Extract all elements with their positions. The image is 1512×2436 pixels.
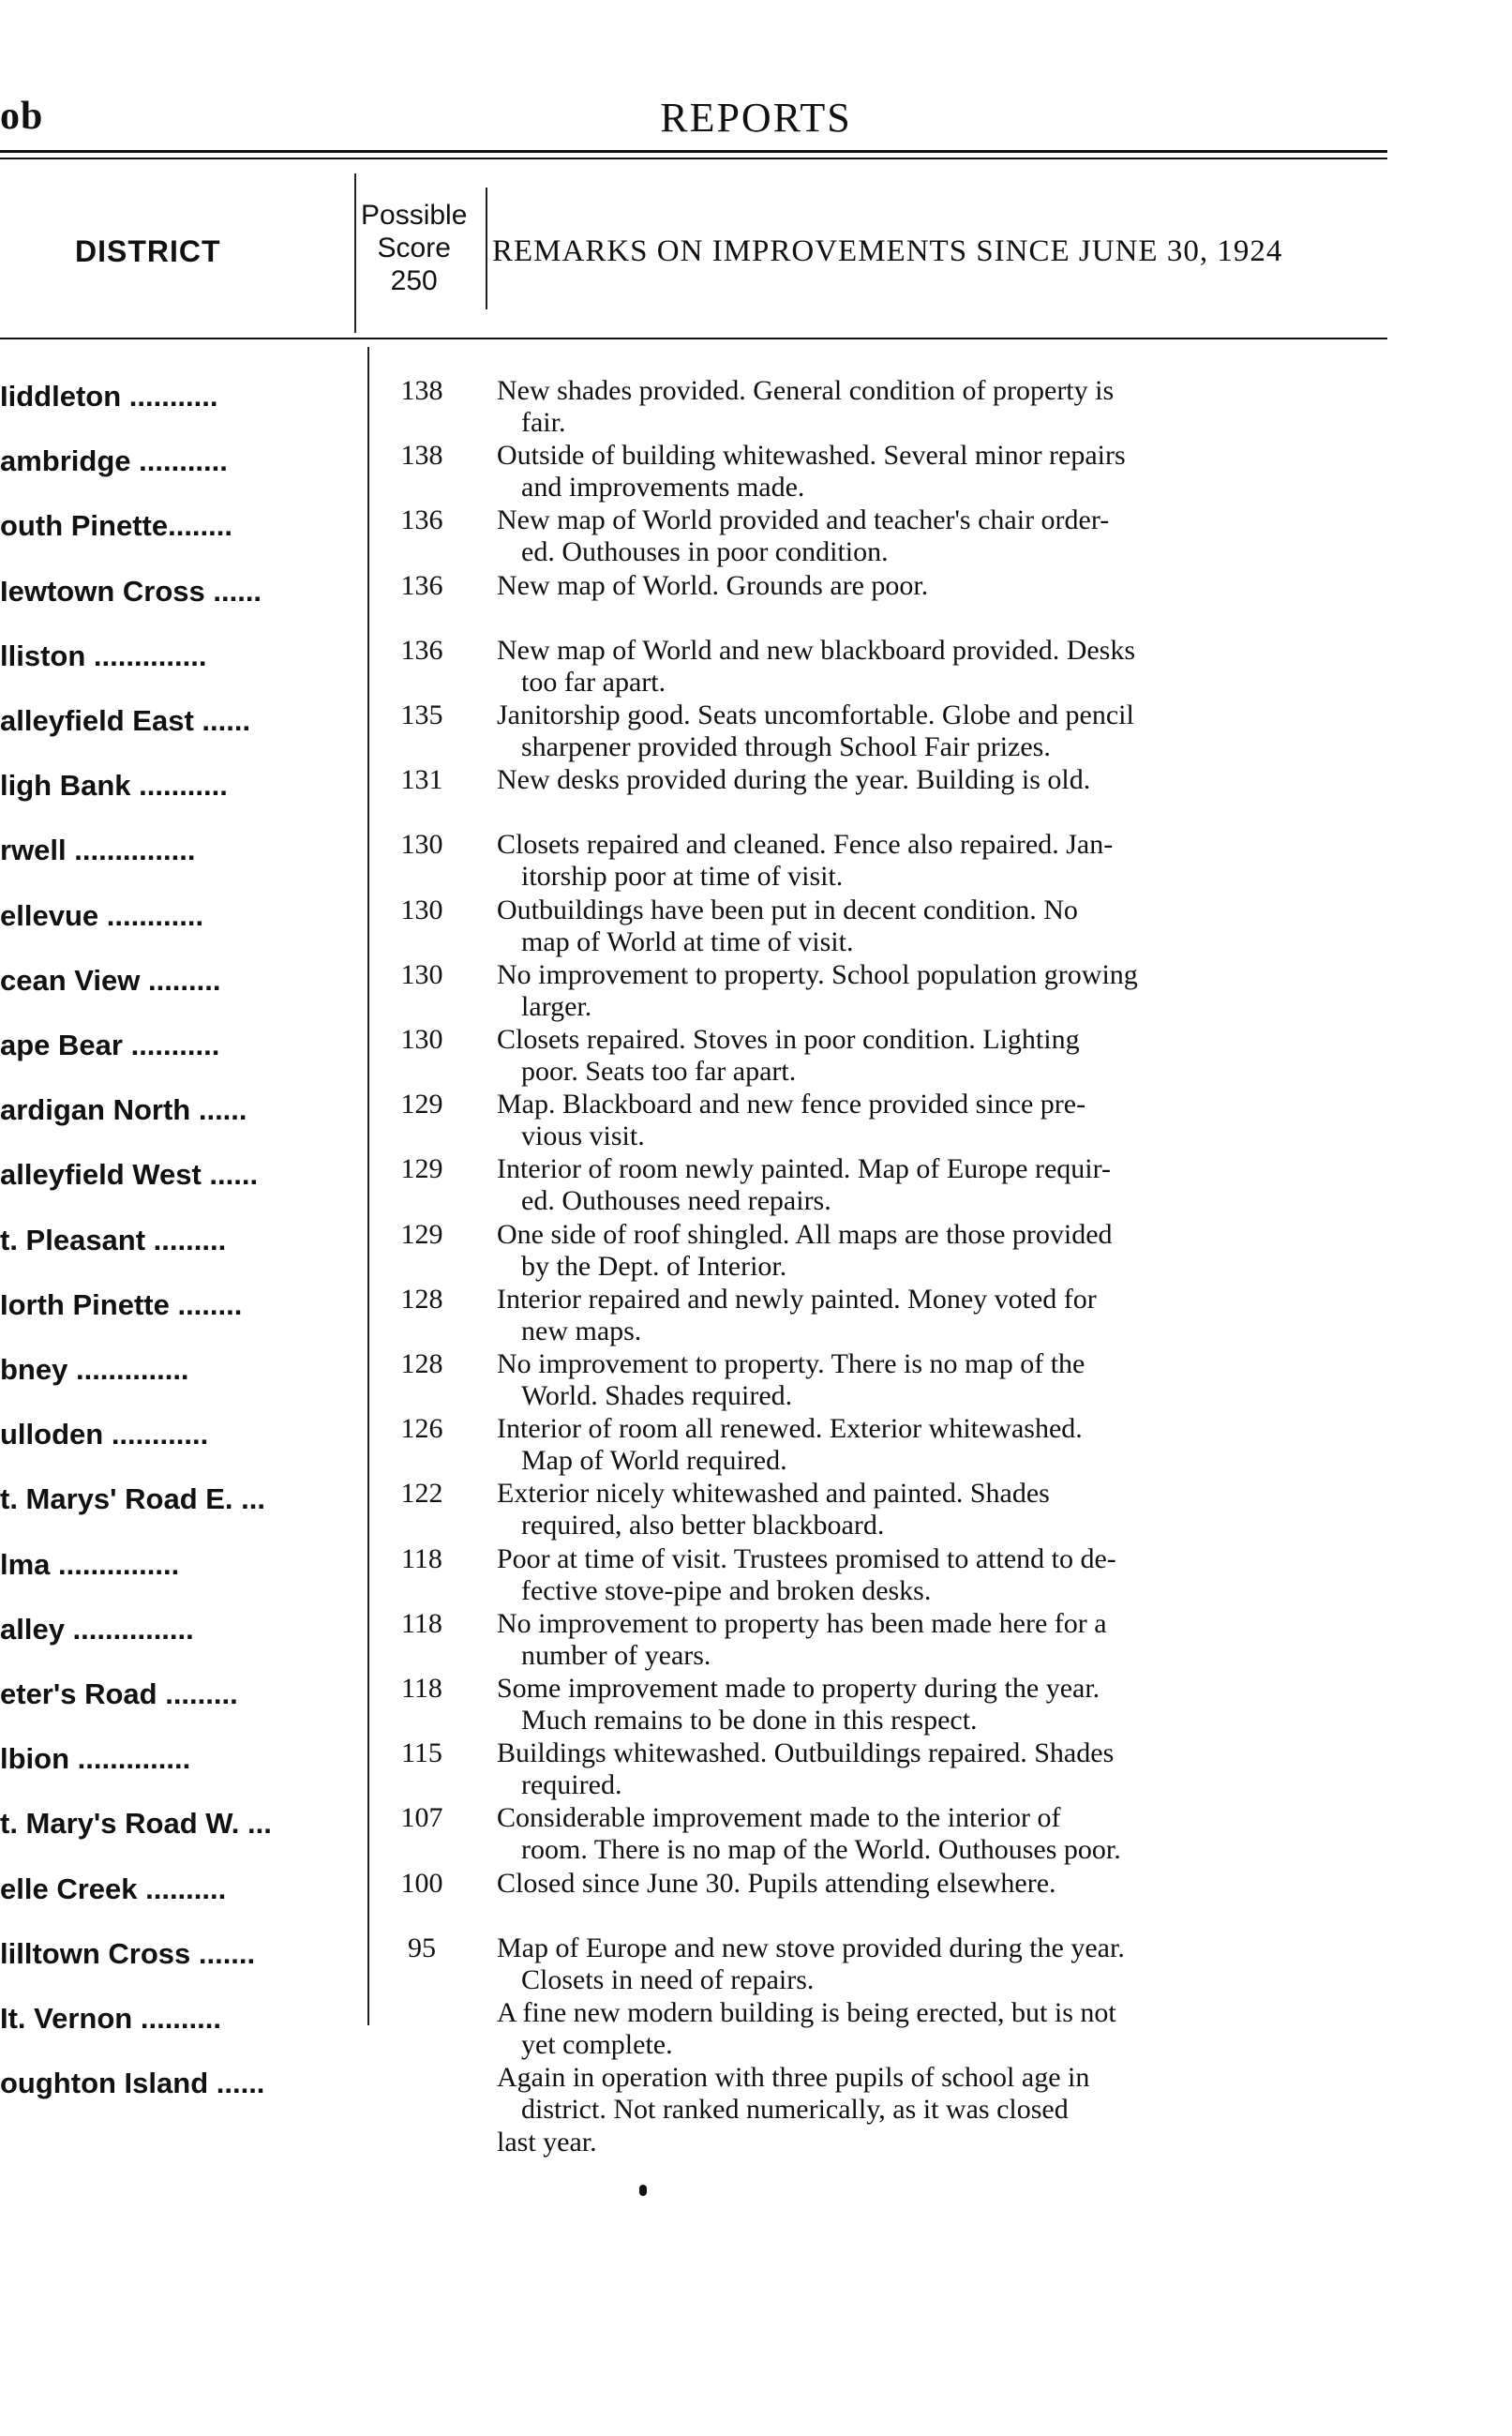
remark-line-2: vious visit. [521, 1120, 645, 1151]
remark-line-2: Closets in need of repairs. [521, 1964, 815, 1995]
remark-text [497, 829, 1392, 893]
remark-text [497, 1997, 1392, 2061]
header-rule-bottom [0, 158, 1387, 159]
remark-line-2: itorship poor at time of visit. [521, 861, 844, 892]
remark-line-1: Exterior nicely whitewashed and painted. Shades [497, 1478, 1050, 1509]
remark-line-1: last year. [497, 2127, 597, 2158]
remark-line-2: Much remains to be done in this respect. [521, 1705, 978, 1736]
remark-text [497, 1932, 1392, 1996]
score-column-left-rule-header [354, 173, 356, 333]
district-name: eter's Road ......... [0, 1677, 238, 1710]
remark-text [497, 375, 1392, 439]
remark-line-1: Poor at time of visit. Trustees promised to attend to de- [497, 1543, 1116, 1574]
score-value: 107 [400, 1802, 443, 1833]
remark-line-2: larger. [521, 991, 592, 1022]
score-value: 130 [400, 1024, 443, 1055]
district-name: It. Vernon .......... [0, 2002, 221, 2035]
score-value: 129 [400, 1089, 443, 1120]
remark-line-2: district. Not ranked numerically, as it was closed [521, 2094, 1069, 2125]
remark-text [497, 1737, 1392, 1801]
remark-line-2: required, also better blackboard. [521, 1510, 885, 1541]
score-value: 138 [400, 440, 443, 471]
district-name: lliston .............. [0, 639, 207, 672]
remark-line-1: No improvement to property. School population growing [497, 959, 1138, 990]
score-value: 95 [408, 1932, 436, 1963]
remark-text [497, 1608, 1392, 1672]
remark-text [497, 2062, 1392, 2126]
score-value: 138 [400, 375, 443, 406]
remark-text [497, 699, 1392, 763]
remark-line-2: too far apart. [521, 667, 666, 698]
remark-text [497, 1543, 1392, 1607]
district-name: lilltown Cross ....... [0, 1937, 256, 1970]
score-value: 128 [400, 1348, 443, 1379]
remark-text [497, 1802, 1392, 1866]
remark-text [497, 1413, 1392, 1477]
score-value: 130 [400, 829, 443, 860]
remark-text [497, 1024, 1392, 1088]
remark-line-2: World. Shades required. [521, 1380, 793, 1411]
page-title: REPORTS [660, 95, 852, 141]
remark-line-1: One side of roof shingled. All maps are those provided [497, 1219, 1113, 1250]
column-header-district: DISTRICT [75, 234, 221, 268]
score-header-line-3: 250 [390, 265, 438, 296]
remark-line-2: number of years. [521, 1640, 711, 1671]
remark-text [497, 2127, 1392, 2158]
remark-line-2: room. There is no map of the World. Outhouses poor. [521, 1834, 1121, 1865]
score-value: 122 [400, 1478, 443, 1509]
score-value: 118 [401, 1543, 442, 1574]
remark-line-2: map of World at time of visit. [521, 926, 854, 957]
score-value: 129 [400, 1219, 443, 1250]
remark-line-1: Interior repaired and newly painted. Money voted for [497, 1284, 1097, 1315]
score-value: 136 [400, 570, 443, 601]
remark-text [497, 959, 1392, 1023]
district-name: t. Pleasant ......... [0, 1224, 227, 1256]
district-name: alleyfield East ...... [0, 704, 251, 737]
score-value: 118 [401, 1608, 442, 1639]
remark-line-1: New map of World provided and teacher's chair order- [497, 504, 1110, 535]
remark-line-2: yet complete. [521, 2029, 673, 2060]
district-name: t. Marys' Road E. ... [0, 1482, 265, 1515]
remarks-column-left-rule-header [486, 188, 487, 309]
score-value: 115 [401, 1737, 442, 1768]
district-name: t. Mary's Road W. ... [0, 1807, 272, 1840]
remark-line-1: Some improvement made to property during the year. [497, 1673, 1100, 1704]
remark-line-1: Closets repaired and cleaned. Fence also repaired. Jan- [497, 829, 1114, 860]
remark-text [497, 1089, 1392, 1152]
remark-text [497, 635, 1392, 699]
remark-line-1: Outside of building whitewashed. Several minor repairs [497, 440, 1126, 471]
score-column-left-rule [367, 347, 369, 2025]
remark-line-1: New map of World and new blackboard provided. Desks [497, 635, 1136, 666]
score-value: 128 [400, 1284, 443, 1315]
district-name: ardigan North ...... [0, 1093, 247, 1126]
remark-line-1: Buildings whitewashed. Outbuildings repaired. Shades [497, 1737, 1115, 1768]
remark-line-2: fective stove-pipe and broken desks. [521, 1575, 932, 1606]
remark-line-1: Closets repaired. Stoves in poor condition. Lighting [497, 1024, 1080, 1055]
district-name: lbion .............. [0, 1742, 191, 1775]
remark-line-1: No improvement to property has been made here for a [497, 1608, 1107, 1639]
remark-line-1: No improvement to property. There is no map of the [497, 1348, 1085, 1379]
remark-line-1: New map of World. Grounds are poor. [497, 570, 929, 601]
score-value: 135 [400, 699, 443, 730]
remark-line-2: by the Dept. of Interior. [521, 1251, 787, 1282]
district-name: bney .............. [0, 1353, 189, 1386]
remark-line-2: new maps. [521, 1316, 642, 1346]
remark-line-1: Map of Europe and new stove provided during the year. [497, 1932, 1125, 1963]
district-name: elle Creek .......... [0, 1872, 227, 1905]
district-name: Iiddleton ........... [0, 380, 218, 413]
district-name: ellevue ............ [0, 899, 204, 932]
score-value: 130 [400, 895, 443, 925]
remark-text [497, 764, 1392, 796]
score-header-line-2: Score [377, 233, 451, 263]
district-name: ambridge ........... [0, 444, 228, 477]
remark-line-2: required. [521, 1769, 622, 1800]
score-value: 136 [400, 635, 443, 666]
remark-text [497, 895, 1392, 958]
district-name: alley ............... [0, 1613, 194, 1646]
remark-line-1: Map. Blackboard and new fence provided since pre- [497, 1089, 1086, 1120]
remark-line-2: ed. Outhouses need repairs. [521, 1185, 831, 1216]
page-number: ob [0, 95, 44, 138]
score-value: 130 [400, 959, 443, 990]
score-value: 118 [401, 1673, 442, 1704]
score-value: 136 [400, 504, 443, 535]
district-name: Iorth Pinette ........ [0, 1288, 243, 1321]
district-name: oughton Island ...... [0, 2067, 265, 2099]
remark-text [497, 570, 1392, 602]
remark-line-2: sharpener provided through School Fair prizes. [521, 731, 1051, 762]
remark-line-1: Considerable improvement made to the interior of [497, 1802, 1061, 1833]
remark-line-2: and improvements made. [521, 472, 805, 503]
remark-text [497, 1868, 1392, 1900]
remark-line-1: Outbuildings have been put in decent condition. No [497, 895, 1078, 925]
district-name: cean View ......... [0, 964, 221, 997]
remark-text [497, 1219, 1392, 1283]
score-value: 131 [400, 764, 443, 795]
district-name: Iewtown Cross ...... [0, 575, 262, 608]
district-name: ligh Bank ........... [0, 769, 228, 802]
remark-text [497, 440, 1392, 504]
district-name: ape Bear ........... [0, 1029, 220, 1061]
district-name: ulloden ............ [0, 1418, 209, 1451]
remark-line-1: New desks provided during the year. Building is old. [497, 764, 1091, 795]
score-value: 126 [400, 1413, 443, 1444]
remark-line-1: Interior of room newly painted. Map of Europe requir- [497, 1153, 1112, 1184]
remark-text [497, 1673, 1392, 1737]
district-name: outh Pinette........ [0, 509, 232, 542]
remark-line-1: Janitorship good. Seats uncomfortable. Globe and pencil [497, 699, 1134, 730]
district-name: rwell ............... [0, 834, 196, 866]
score-value: 129 [400, 1153, 443, 1184]
score-header-line-1: Possible [361, 200, 468, 231]
ink-speck [639, 2185, 647, 2196]
remark-line-1: A fine new modern building is being erected, but is not [497, 1997, 1116, 2028]
header-divider-rule [0, 338, 1387, 339]
remark-text [497, 1284, 1392, 1347]
remark-text [497, 504, 1392, 568]
remark-text [497, 1478, 1392, 1541]
remark-line-2: ed. Outhouses in poor condition. [521, 536, 889, 567]
header-rule-top [0, 150, 1387, 153]
remark-line-2: fair. [521, 407, 566, 438]
remark-text [497, 1153, 1392, 1217]
remark-line-1: New shades provided. General condition of property is [497, 375, 1115, 406]
remark-text [497, 1348, 1392, 1412]
remark-line-2: Map of World required. [521, 1445, 787, 1476]
remark-line-2: poor. Seats too far apart. [521, 1056, 797, 1087]
column-header-score [361, 199, 467, 297]
remark-line-1: Closed since June 30. Pupils attending elsewhere. [497, 1868, 1056, 1899]
district-name: lma ............... [0, 1548, 180, 1581]
remark-line-1: Again in operation with three pupils of school age in [497, 2062, 1090, 2093]
remark-line-1: Interior of room all renewed. Exterior whitewashed. [497, 1413, 1083, 1444]
column-header-remarks: REMARKS ON IMPROVEMENTS SINCE JUNE 30, 1924 [492, 234, 1283, 268]
district-name: alleyfield West ...... [0, 1158, 259, 1191]
score-value: 100 [400, 1868, 443, 1899]
